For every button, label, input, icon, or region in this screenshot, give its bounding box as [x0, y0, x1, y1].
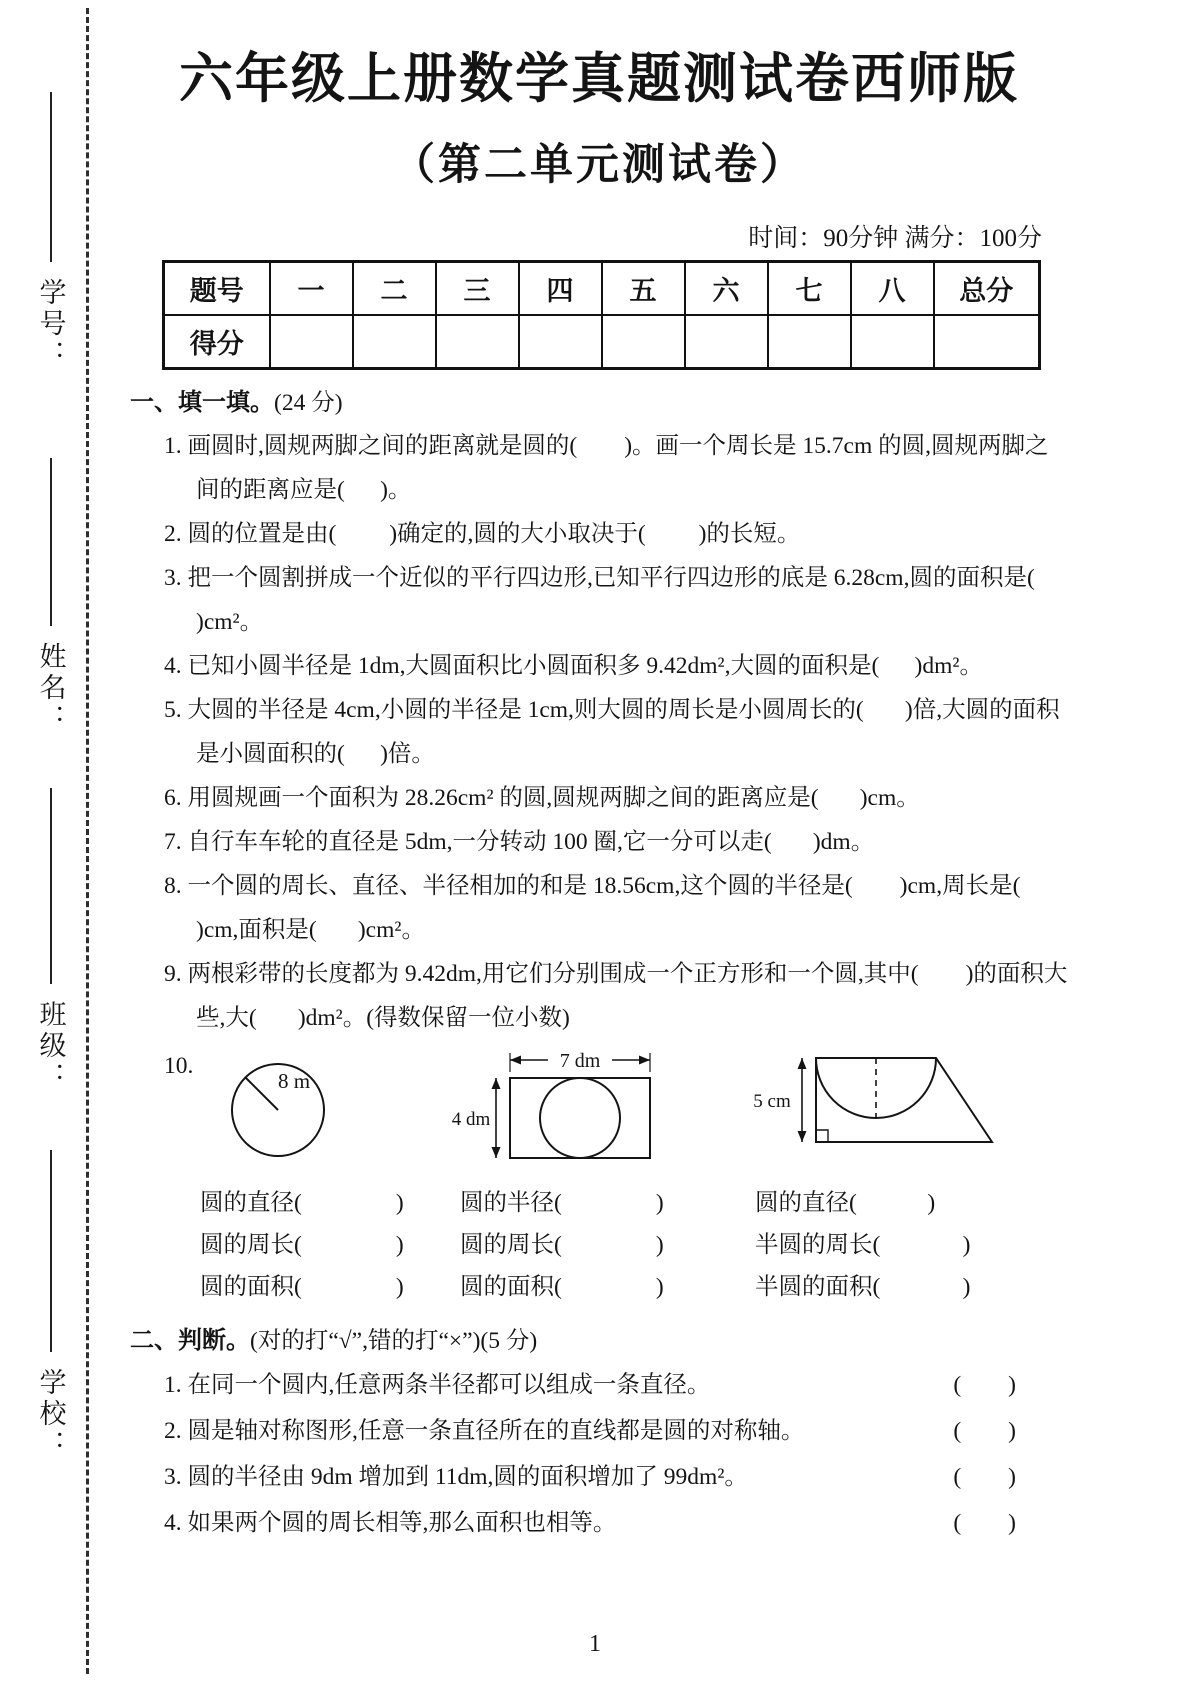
page-number: 1 [589, 1631, 601, 1657]
margin-dashed-divider [86, 8, 89, 1674]
figure3-answers [755, 1182, 1065, 1308]
school-writing-line [50, 1150, 52, 1352]
section2-heading [130, 1320, 1068, 1362]
figure-answer-grid [130, 1182, 1068, 1308]
time-and-score-info: 时间：90分钟 满分：100分 [748, 225, 1042, 252]
score-table-header-cell: 一 [270, 262, 353, 316]
fill-question-9: 9. 两根彩带的长度都为 9.42dm,用它们分别围成一个正方形和一个圆,其中( )的面积大些,大( )dm²。(得数保留一位小数) [164, 961, 1068, 1031]
score-cell [934, 315, 1040, 369]
circle-with-radius-figure [220, 1048, 338, 1162]
judge-answer-blank: ( ) [953, 1372, 1016, 1398]
score-cell [602, 315, 685, 369]
score-table-score-row [164, 315, 1040, 369]
judge-question-4 [130, 1500, 1068, 1546]
class-writing-line [50, 788, 52, 984]
judge-question-2 [130, 1408, 1068, 1454]
student-number-writing-line [50, 92, 52, 262]
score-cell [851, 315, 934, 369]
fill-question-7: 7. 自行车车轮的直径是 5dm,一分转动 100 圈,它一分可以走( )dm。 [164, 829, 875, 855]
score-cell [270, 315, 353, 369]
answer-line: 圆的半径( ) [460, 1190, 664, 1216]
score-cell [436, 315, 519, 369]
score-table-header-cell: 五 [602, 262, 685, 316]
section2-heading-instructions: (对的打“√”,错的打“×”)(5 分) [250, 1328, 538, 1354]
figure2-width-label: 7 dm [559, 1050, 601, 1072]
margin-field-school [20, 1150, 82, 1461]
score-table-header-row [164, 262, 1040, 316]
answer-line: 半圆的面积( ) [755, 1274, 971, 1300]
section2-heading-prefix: 二、判断。 [130, 1327, 250, 1354]
score-cell [353, 315, 436, 369]
triangle-with-inscribed-semicircle-figure [746, 1050, 998, 1154]
class-label: 班级： [35, 1000, 66, 1093]
score-table-header-cell: 总分 [934, 262, 1040, 316]
test-paper-page [130, 24, 1088, 1546]
question-10-figures [208, 1048, 998, 1170]
score-table-header-cell: 六 [685, 262, 768, 316]
rectangle-with-inscribed-circle-figure [450, 1048, 662, 1170]
name-label: 姓名： [35, 642, 66, 735]
student-number-label: 学号： [35, 278, 66, 371]
score-table-header-cell: 题号 [164, 262, 270, 316]
judge-answer-blank: ( ) [953, 1510, 1016, 1536]
score-table [162, 260, 1041, 370]
answer-line: 圆的直径( ) [200, 1190, 404, 1216]
figure1-radius-label: 8 m [277, 1069, 311, 1093]
score-table-header-cell: 二 [353, 262, 436, 316]
fill-question-6: 6. 用圆规画一个面积为 28.26cm² 的圆,圆规两脚之间的距离应是( )cm。 [164, 785, 920, 811]
fill-question-2: 2. 圆的位置是由( )确定的,圆的大小取决于( )的长短。 [164, 521, 801, 547]
judge-answer-blank: ( ) [953, 1418, 1016, 1444]
judge-question-text: 1. 在同一个圆内,任意两条半径都可以组成一条直径。 [164, 1372, 711, 1398]
name-writing-line [50, 458, 52, 626]
question-10-number: 10. [164, 1053, 194, 1079]
margin-field-class [20, 788, 82, 1093]
figure3-height-label: 5 cm [753, 1091, 791, 1112]
judge-question-3 [130, 1454, 1068, 1500]
fill-question-3: 3. 把一个圆割拼成一个近似的平行四边形,已知平行四边形的底是 6.28cm,圆的面积是( )cm²。 [164, 565, 1088, 635]
score-table-header-cell: 三 [436, 262, 519, 316]
score-table-header-cell: 八 [851, 262, 934, 316]
answer-line: 圆的面积( ) [460, 1274, 664, 1300]
score-cell [685, 315, 768, 369]
score-table-header-cell: 七 [768, 262, 851, 316]
section1-heading-points: (24 分) [274, 390, 343, 416]
score-cell [768, 315, 851, 369]
score-row-label: 得分 [164, 315, 270, 369]
margin-field-name [20, 458, 82, 735]
fill-question-10 [130, 1048, 1068, 1170]
school-label: 学校： [35, 1368, 66, 1461]
answer-line: 圆的周长( ) [200, 1232, 404, 1258]
margin-field-student-number [20, 92, 82, 371]
judge-question-text: 4. 如果两个圆的周长相等,那么面积也相等。 [164, 1510, 617, 1536]
answer-line: 圆的面积( ) [200, 1274, 404, 1300]
figure1-answers [200, 1182, 460, 1308]
fill-question-5: 5. 大圆的半径是 4cm,小圆的半径是 1cm,则大圆的周长是小圆周长的( )倍,大圆的面积是小圆面积的( )倍。 [164, 697, 1060, 767]
figure2-height-label: 4 dm [451, 1109, 491, 1130]
paper-subtitle: （第二单元测试卷） [392, 142, 806, 189]
answer-line: 半圆的周长( ) [755, 1232, 971, 1258]
answer-line: 圆的直径( ) [755, 1190, 936, 1216]
fill-question-8: 8. 一个圆的周长、直径、半径相加的和是 18.56cm,这个圆的半径是( )cm,周长是( )cm,面积是( )cm²。 [164, 873, 1062, 943]
section1-heading [130, 382, 1068, 424]
answer-line: 圆的周长( ) [460, 1232, 664, 1258]
judge-question-text: 3. 圆的半径由 9dm 增加到 11dm,圆的面积增加了 99dm²。 [164, 1464, 748, 1490]
score-table-header-cell: 四 [519, 262, 602, 316]
judge-answer-blank: ( ) [953, 1464, 1016, 1490]
judge-question-1 [130, 1362, 1068, 1408]
fill-question-4: 4. 已知小圆半径是 1dm,大圆面积比小圆面积多 9.42dm²,大圆的面积是( )dm²。 [164, 653, 983, 679]
fill-question-1: 1. 画圆时,圆规两脚之间的距离就是圆的( )。画一个周长是 15.7cm 的圆,圆规两脚之间的距离应是( )。 [164, 433, 1049, 503]
section1-heading-prefix: 一、填一填。 [130, 389, 274, 416]
paper-title: 六年级上册数学真题测试卷西师版 [179, 49, 1019, 109]
score-cell [519, 315, 602, 369]
judge-question-text: 2. 圆是轴对称图形,任意一条直径所在的直线都是圆的对称轴。 [164, 1418, 805, 1444]
figure2-answers [460, 1182, 755, 1308]
